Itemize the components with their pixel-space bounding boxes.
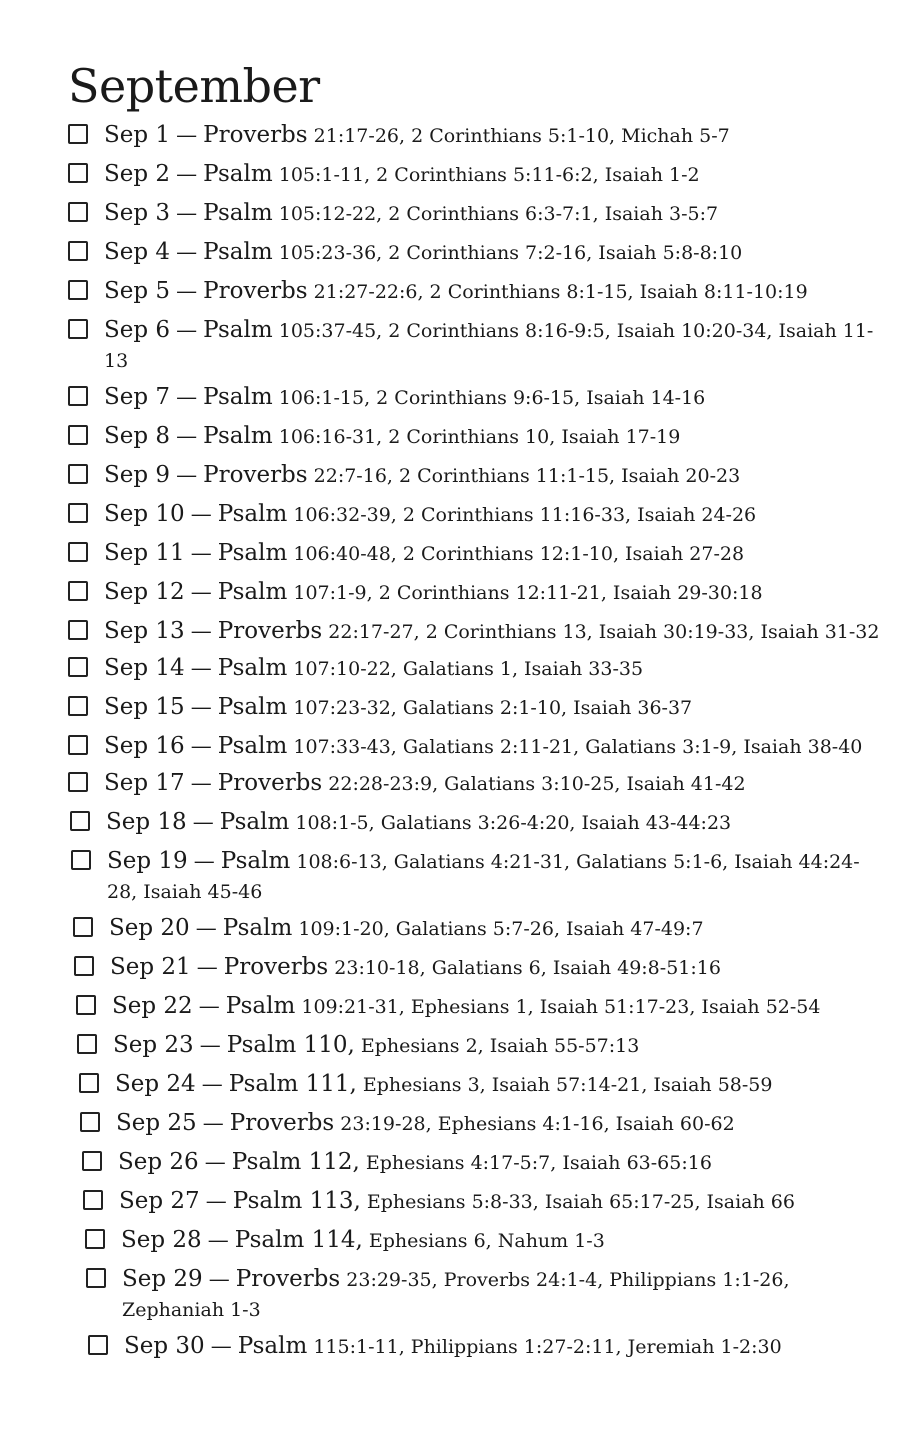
entry-first-book: Proverbs [203,122,308,148]
entry-readings: 22:28-23:9, Galatians 3:10-25, Isaiah 41-42 [328,773,746,795]
entry-day: Sep 26 [118,1149,199,1175]
entry-checkbox[interactable] [73,917,93,937]
entry-dash: — [176,318,198,342]
entry-day: Sep 25 [116,1110,197,1136]
entry-day: Sep 2 [104,161,171,187]
entry-readings: Ephesians 3, Isaiah 57:14-21, Isaiah 58-59 [362,1074,773,1096]
reading-entry [68,159,882,190]
entry-day: Sep 17 [104,770,185,796]
entry-day: Sep 11 [104,540,185,566]
entry-first-book: Psalm [203,423,273,449]
entry-checkbox[interactable] [68,241,88,261]
reading-entry [86,1264,882,1325]
entry-readings: 105:12-22, 2 Corinthians 6:3-7:1, Isaiah 3-5:7 [278,203,719,225]
entry-day: Sep 9 [104,462,171,488]
entry-dash: — [205,1189,227,1213]
entry-readings: 108:1-5, Galatians 3:26-4:20, Isaiah 43-44:23 [295,812,732,834]
reading-entry [68,237,882,268]
entry-checkbox[interactable] [68,735,88,755]
reading-entry [68,460,882,491]
reading-entry [68,538,882,569]
entry-first-book: Psalm [217,655,288,681]
entry-readings: 23:10-18, Galatians 6, Isaiah 49:8-51:16 [334,957,721,979]
reading-entry [68,382,882,413]
entry-day: Sep 8 [104,423,171,449]
reading-entry [68,499,882,530]
entry-day: Sep 30 [124,1333,205,1359]
entry-first-book: Proverbs [203,278,308,304]
entry-checkbox[interactable] [68,202,88,222]
entry-dash: — [195,916,217,940]
entry-readings: 105:1-11, 2 Corinthians 5:11-6:2, Isaiah 1-2 [278,164,700,186]
entry-first-book: Psalm 110, [226,1032,355,1058]
entry-first-book: Psalm [203,384,273,410]
entry-dash: — [190,695,212,719]
entry-first-book: Proverbs [235,1266,341,1292]
entry-first-book: Psalm [203,239,273,265]
reading-entry [80,1108,882,1139]
reading-entry [73,913,882,944]
entry-day: Sep 20 [109,915,190,941]
reading-entry [68,768,882,799]
reading-entry [82,1147,882,1178]
entry-day: Sep 22 [112,993,193,1019]
entry-dash: — [202,1111,224,1135]
entry-first-book: Psalm [203,161,273,187]
entry-readings: 105:23-36, 2 Corinthians 7:2-16, Isaiah 5:8-8:10 [278,242,743,264]
entry-first-book: Psalm [217,501,288,527]
entry-checkbox[interactable] [68,620,88,640]
entry-checkbox[interactable] [77,1034,97,1054]
entry-first-book: Proverbs [217,770,323,796]
reading-entry [68,421,882,452]
entry-first-book: Psalm [219,809,290,835]
reading-entry [68,120,882,151]
entry-dash: — [193,849,215,873]
entry-first-book: Psalm 113, [232,1188,361,1214]
entry-day: Sep 13 [104,618,185,644]
entry-readings: 22:17-27, 2 Corinthians 13, Isaiah 30:19-33, Isaiah 31-32 [328,621,880,643]
entry-readings: 21:17-26, 2 Corinthians 5:1-10, Michah 5-7 [313,125,730,147]
entry-day: Sep 28 [121,1227,202,1253]
entry-dash: — [176,279,198,303]
entry-dash: — [210,1334,232,1358]
reading-entry [77,1030,882,1061]
entry-dash: — [176,463,198,487]
entry-first-book: Psalm [225,993,296,1019]
reading-entry [85,1225,882,1256]
entry-dash: — [190,580,212,604]
entry-readings: 106:1-15, 2 Corinthians 9:6-15, Isaiah 14-16 [278,387,706,409]
entry-checkbox[interactable] [68,319,88,339]
entry-checkbox[interactable] [68,503,88,523]
entry-first-book: Psalm [220,848,291,874]
entry-dash: — [190,771,212,795]
entry-checkbox[interactable] [74,956,94,976]
entry-checkbox[interactable] [80,1112,100,1132]
entry-readings: 106:16-31, 2 Corinthians 10, Isaiah 17-19 [278,426,681,448]
entry-checkbox[interactable] [68,657,88,677]
page-title: September [68,59,320,113]
entry-readings: 23:29-35, Proverbs 24:1-4, Philippians 1:1-26, Zephaniah 1-3 [122,1269,790,1321]
entry-dash: — [201,1072,223,1096]
entry-readings: 107:23-32, Galatians 2:1-10, Isaiah 36-37 [293,697,693,719]
entry-first-book: Psalm [217,540,288,566]
entry-day: Sep 7 [104,384,171,410]
reading-entry [83,1186,882,1217]
reading-entry [68,653,882,684]
entry-checkbox[interactable] [68,542,88,562]
entry-day: Sep 6 [104,317,171,343]
entry-readings: 107:1-9, 2 Corinthians 12:11-21, Isaiah 29-30:18 [293,582,763,604]
entry-first-book: Proverbs [229,1110,335,1136]
entry-day: Sep 29 [122,1266,203,1292]
entry-day: Sep 23 [113,1032,194,1058]
entry-first-book: Proverbs [223,954,329,980]
entry-dash: — [176,162,198,186]
entry-checkbox[interactable] [68,386,88,406]
entry-readings: 106:40-48, 2 Corinthians 12:1-10, Isaiah 27-28 [293,543,745,565]
entry-checkbox[interactable] [82,1151,102,1171]
entry-dash: — [190,502,212,526]
entry-first-book: Psalm [217,579,288,605]
entry-day: Sep 1 [104,122,171,148]
entry-day: Sep 21 [110,954,191,980]
entry-readings: Ephesians 6, Nahum 1-3 [368,1230,605,1252]
entry-readings: Ephesians 5:8-33, Isaiah 65:17-25, Isaiah 66 [366,1191,795,1213]
entry-first-book: Psalm 112, [231,1149,360,1175]
entry-day: Sep 4 [104,239,171,265]
reading-entry [68,731,882,762]
entry-readings: Ephesians 4:17-5:7, Isaiah 63-65:16 [365,1152,712,1174]
entry-checkbox[interactable] [68,464,88,484]
reading-entry [74,952,882,983]
entry-readings: Ephesians 2, Isaiah 55-57:13 [360,1035,640,1057]
entry-day: Sep 10 [104,501,185,527]
entry-day: Sep 27 [119,1188,200,1214]
entry-readings: 23:19-28, Ephesians 4:1-16, Isaiah 60-62 [340,1113,735,1135]
entry-day: Sep 16 [104,733,185,759]
entry-checkbox[interactable] [76,995,96,1015]
reading-entry [88,1331,882,1362]
entry-day: Sep 18 [106,809,187,835]
reading-entry [68,315,882,376]
entry-day: Sep 12 [104,579,185,605]
reading-entry [71,846,882,907]
entry-checkbox[interactable] [70,811,90,831]
entry-checkbox[interactable] [68,280,88,300]
reading-entry [76,991,882,1022]
entry-dash: — [190,541,212,565]
entry-checkbox[interactable] [86,1268,106,1288]
entry-day: Sep 19 [107,848,188,874]
entry-dash: — [199,1033,221,1057]
reading-entry [68,616,882,647]
entry-readings: 109:21-31, Ephesians 1, Isaiah 51:17-23, Isaiah 52-54 [301,996,821,1018]
entry-checkbox[interactable] [79,1073,99,1093]
reading-entry [79,1069,882,1100]
entry-first-book: Psalm [203,317,273,343]
entry-first-book: Psalm [217,733,288,759]
entry-day: Sep 15 [104,694,185,720]
entry-checkbox[interactable] [88,1335,108,1355]
entry-dash: — [176,240,198,264]
entry-readings: 107:10-22, Galatians 1, Isaiah 33-35 [293,658,644,680]
entry-readings: 108:6-13, Galatians 4:21-31, Galatians 5:1-6, Isaiah 44:24-28, Isaiah 45-46 [107,851,860,903]
reading-entry [68,198,882,229]
entry-first-book: Psalm [203,200,273,226]
entry-checkbox[interactable] [83,1190,103,1210]
entry-checkbox[interactable] [68,425,88,445]
entry-dash: — [176,201,198,225]
entry-first-book: Psalm [222,915,293,941]
entry-dash: — [190,734,212,758]
entry-first-book: Psalm [237,1333,308,1359]
entry-dash: — [207,1228,229,1252]
entry-dash: — [192,810,214,834]
entry-readings: 105:37-45, 2 Corinthians 8:16-9:5, Isaiah 10:20-34, Isaiah 11-13 [104,320,874,372]
entry-first-book: Proverbs [203,462,308,488]
entry-first-book: Proverbs [217,618,323,644]
entry-readings: 106:32-39, 2 Corinthians 11:16-33, Isaiah 24-26 [293,504,757,526]
entry-readings: 21:27-22:6, 2 Corinthians 8:1-15, Isaiah 8:11-10:19 [313,281,808,303]
reading-entry [70,807,882,838]
entry-first-book: Psalm [217,694,288,720]
entry-dash: — [190,656,212,680]
entry-checkbox[interactable] [85,1229,105,1249]
entry-checkbox[interactable] [71,850,91,870]
entry-readings: 107:33-43, Galatians 2:11-21, Galatians 3:1-9, Isaiah 38-40 [293,736,863,758]
reading-entry [68,276,882,307]
entry-readings: 22:7-16, 2 Corinthians 11:1-15, Isaiah 20-23 [313,465,741,487]
entry-checkbox[interactable] [68,772,88,792]
entry-dash: — [190,619,212,643]
reading-entry [68,577,882,608]
entry-checkbox[interactable] [68,163,88,183]
entry-dash: — [176,424,198,448]
entry-dash: — [208,1267,230,1291]
entry-dash: — [176,385,198,409]
entry-readings: 109:1-20, Galatians 5:7-26, Isaiah 47-49:7 [298,918,704,940]
reading-list [68,120,882,1362]
entry-dash: — [198,994,220,1018]
entry-checkbox[interactable] [68,581,88,601]
reading-entry [68,692,882,723]
entry-first-book: Psalm 111, [228,1071,357,1097]
entry-day: Sep 14 [104,655,185,681]
entry-day: Sep 5 [104,278,171,304]
entry-dash: — [176,123,198,147]
entry-checkbox[interactable] [68,124,88,144]
entry-day: Sep 24 [115,1071,196,1097]
entry-readings: 115:1-11, Philippians 1:27-2:11, Jeremiah 1-2:30 [313,1336,782,1358]
entry-day: Sep 3 [104,200,171,226]
entry-checkbox[interactable] [68,696,88,716]
entry-dash: — [196,955,218,979]
entry-first-book: Psalm 114, [234,1227,363,1253]
entry-dash: — [204,1150,226,1174]
